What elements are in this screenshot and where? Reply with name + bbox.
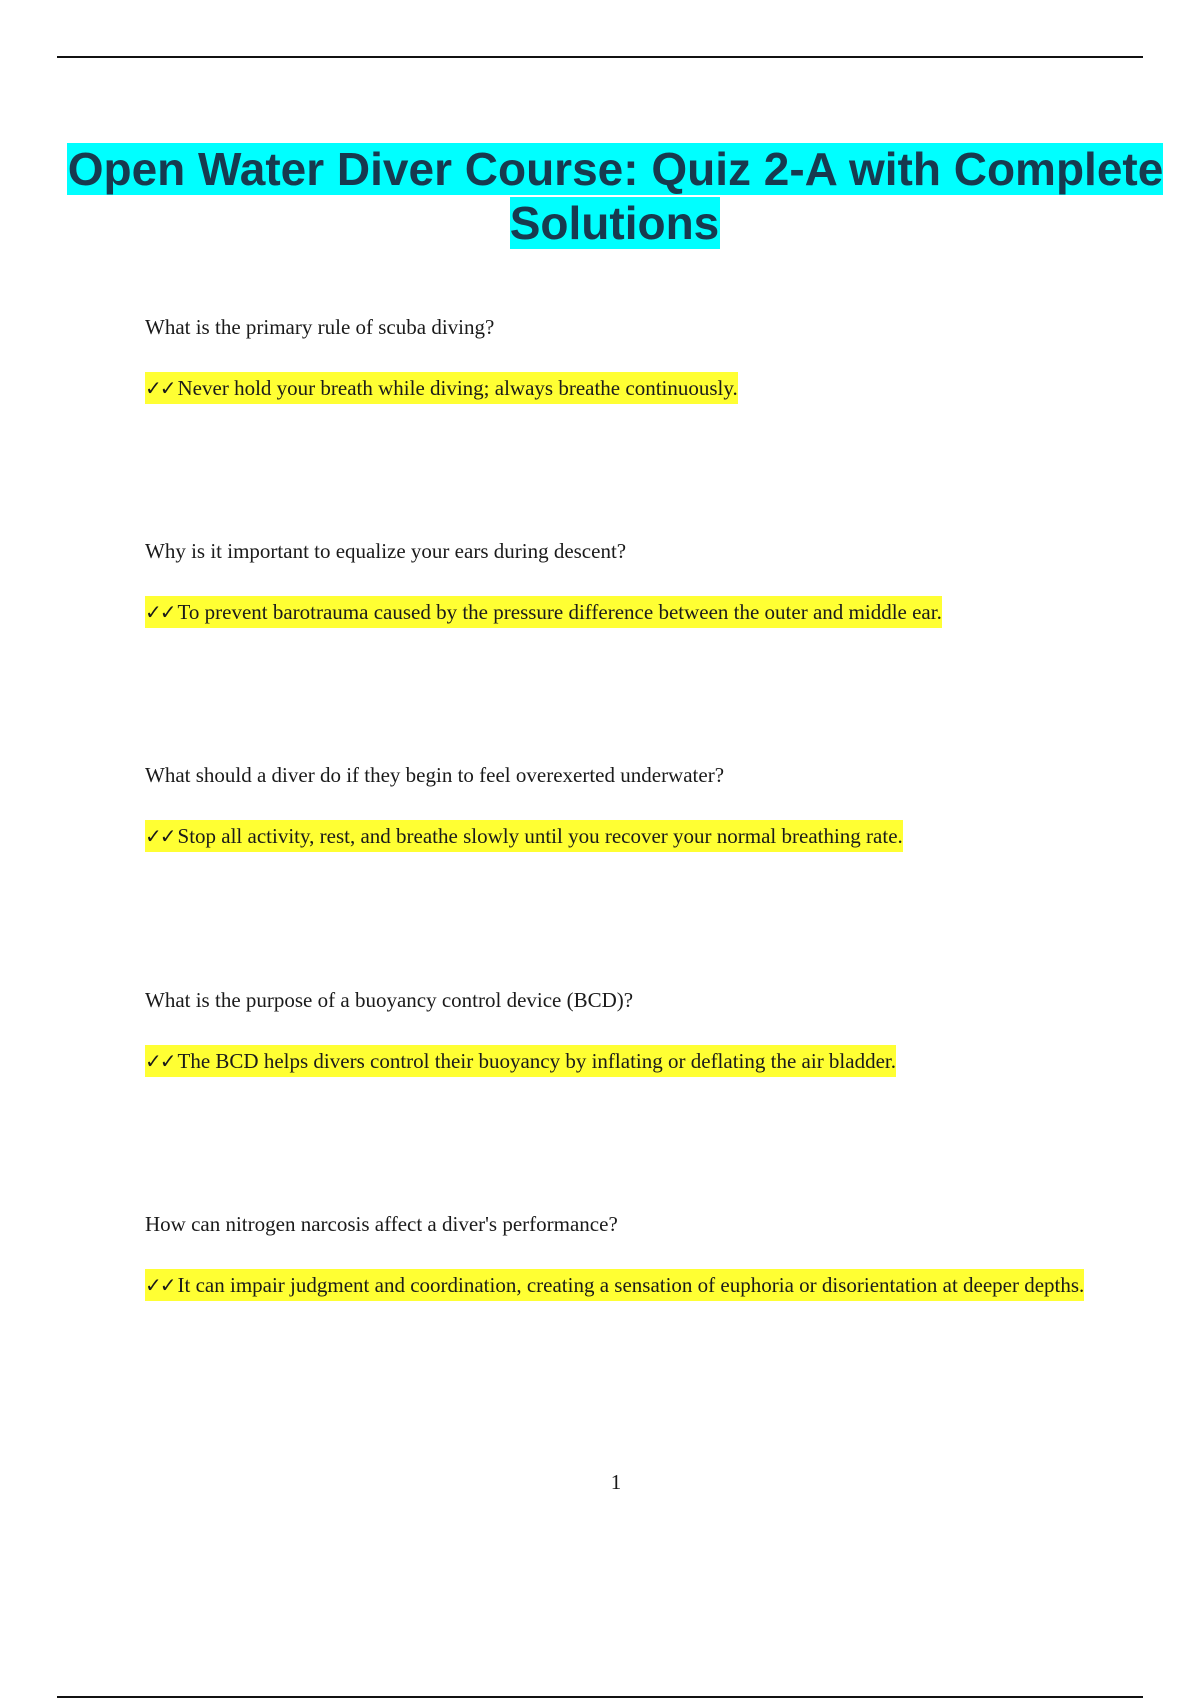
answer-highlight [145,1269,1084,1301]
question-text: What is the purpose of a buoyancy control device (BCD)? [145,988,634,1012]
answer-text [145,1255,1145,1315]
answer-highlight [145,820,903,852]
answer-text [145,1031,1145,1091]
check-icon: ✓✓ [145,824,175,848]
page-number: 1 [610,1470,622,1494]
answer-label: The BCD helps divers control their buoyancy by inflating or deflating the air bladder. [177,1049,896,1073]
check-icon: ✓✓ [145,600,175,624]
answer-text [145,582,1145,642]
answer-label: It can impair judgment and coordination, creating a sensation of euphoria or disorientation at deeper depths. [177,1273,1085,1297]
answer-label: Never hold your breath while diving; always breathe continuously. [177,376,738,400]
answer-label: To prevent barotrauma caused by the pressure difference between the outer and middle ear. [177,600,942,624]
question-text: Why is it important to equalize your ears during descent? [145,539,627,563]
top-rule [57,56,1143,58]
answer-highlight [145,372,738,404]
question-text: What should a diver do if they begin to feel overexerted underwater? [145,763,725,787]
answer-highlight [145,1045,896,1077]
document-title [60,142,1170,250]
bottom-rule [57,1696,1143,1698]
question-text: What is the primary rule of scuba diving? [145,315,495,339]
question-text: How can nitrogen narcosis affect a diver's performance? [145,1212,618,1236]
check-icon: ✓✓ [145,376,175,400]
answer-label: Stop all activity, rest, and breathe slowly until you recover your normal breathing rate. [177,824,903,848]
check-icon: ✓✓ [145,1273,175,1297]
qa-item-3 [145,760,1145,866]
answer-highlight [145,596,942,628]
qa-item-4 [145,985,1145,1091]
qa-item-2 [145,536,1145,642]
answer-text [145,358,1145,418]
qa-item-1 [145,312,1145,418]
title-highlight: Open Water Diver Course: Quiz 2-A with Complete Solutions [67,143,1164,249]
qa-item-5 [145,1209,1145,1315]
check-icon: ✓✓ [145,1049,175,1073]
answer-text [145,806,1145,866]
